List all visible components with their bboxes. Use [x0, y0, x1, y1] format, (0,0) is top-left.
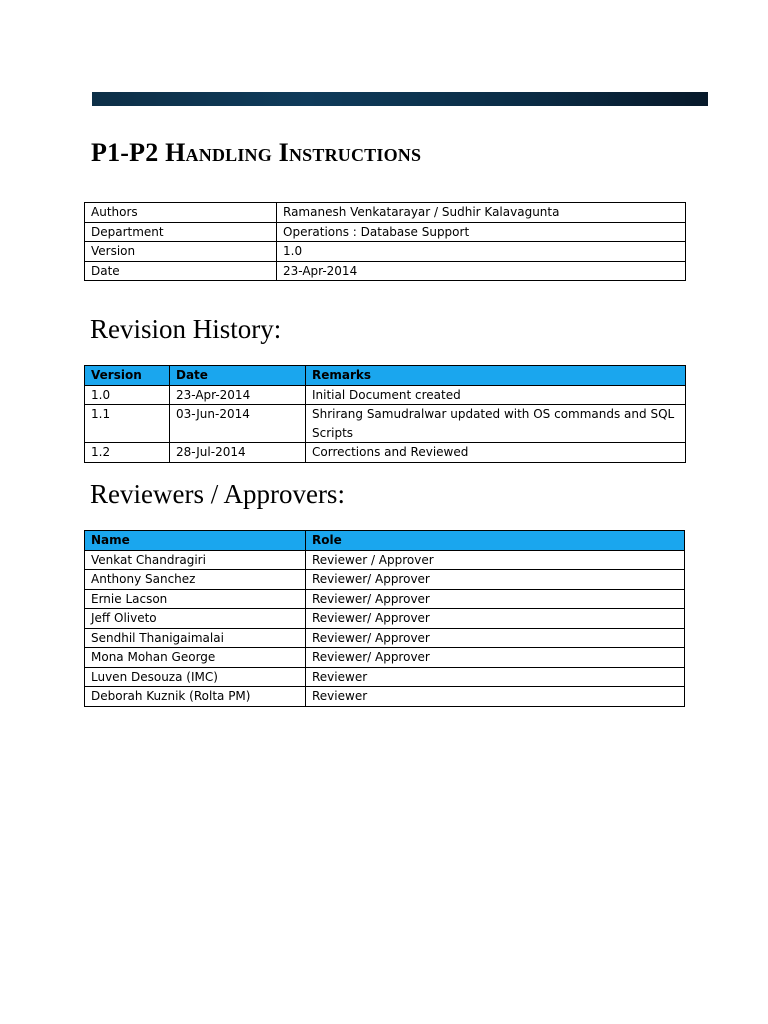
version-cell: 1.1 [85, 405, 170, 443]
reviewer-role: Reviewer/ Approver [306, 609, 685, 629]
info-value: Ramanesh Venkatarayar / Sudhir Kalavagunta [277, 203, 686, 223]
table-row [85, 405, 686, 443]
reviewer-name: Anthony Sanchez [85, 570, 306, 590]
reviewer-role: Reviewer [306, 667, 685, 687]
version-cell: 1.0 [85, 385, 170, 405]
table-header-row [85, 366, 686, 386]
table-row [85, 687, 685, 707]
reviewer-role: Reviewer/ Approver [306, 570, 685, 590]
reviewer-role: Reviewer/ Approver [306, 589, 685, 609]
header-bar [92, 92, 708, 106]
info-label: Department [85, 222, 277, 242]
reviewer-role: Reviewer/ Approver [306, 628, 685, 648]
reviewer-name: Jeff Oliveto [85, 609, 306, 629]
column-header-date: Date [170, 366, 306, 386]
document-info-table [84, 202, 686, 281]
table-header-row [85, 531, 685, 551]
column-header-version: Version [85, 366, 170, 386]
table-row [85, 242, 686, 262]
table-row [85, 222, 686, 242]
version-cell: 1.2 [85, 443, 170, 463]
date-cell: 03-Jun-2014 [170, 405, 306, 443]
column-header-name: Name [85, 531, 306, 551]
revision-history-table [84, 365, 686, 463]
column-header-role: Role [306, 531, 685, 551]
reviewer-name: Mona Mohan George [85, 648, 306, 668]
reviewers-table [84, 530, 685, 707]
date-cell: 28-Jul-2014 [170, 443, 306, 463]
document-title: P1-P2 Handling Instructions [91, 138, 422, 167]
reviewers-heading: Reviewers / Approvers: [90, 479, 345, 509]
revision-history-heading: Revision History: [90, 314, 282, 344]
table-row [85, 261, 686, 281]
table-row [85, 667, 685, 687]
date-cell: 23-Apr-2014 [170, 385, 306, 405]
info-value: 23-Apr-2014 [277, 261, 686, 281]
remarks-cell: Initial Document created [306, 385, 686, 405]
info-label: Version [85, 242, 277, 262]
info-label: Authors [85, 203, 277, 223]
reviewer-role: Reviewer [306, 687, 685, 707]
column-header-remarks: Remarks [306, 366, 686, 386]
remarks-cell: Shrirang Samudralwar updated with OS commands and SQL Scripts [306, 405, 686, 443]
table-row [85, 385, 686, 405]
table-row [85, 570, 685, 590]
table-row [85, 589, 685, 609]
info-value: 1.0 [277, 242, 686, 262]
info-value: Operations : Database Support [277, 222, 686, 242]
reviewer-role: Reviewer/ Approver [306, 648, 685, 668]
table-row [85, 443, 686, 463]
reviewer-name: Deborah Kuznik (Rolta PM) [85, 687, 306, 707]
reviewer-name: Venkat Chandragiri [85, 550, 306, 570]
info-label: Date [85, 261, 277, 281]
reviewer-name: Sendhil Thanigaimalai [85, 628, 306, 648]
table-row [85, 550, 685, 570]
reviewer-name: Ernie Lacson [85, 589, 306, 609]
table-row [85, 648, 685, 668]
table-row [85, 203, 686, 223]
table-row [85, 628, 685, 648]
remarks-cell: Corrections and Reviewed [306, 443, 686, 463]
reviewer-role: Reviewer / Approver [306, 550, 685, 570]
table-row [85, 609, 685, 629]
reviewer-name: Luven Desouza (IMC) [85, 667, 306, 687]
